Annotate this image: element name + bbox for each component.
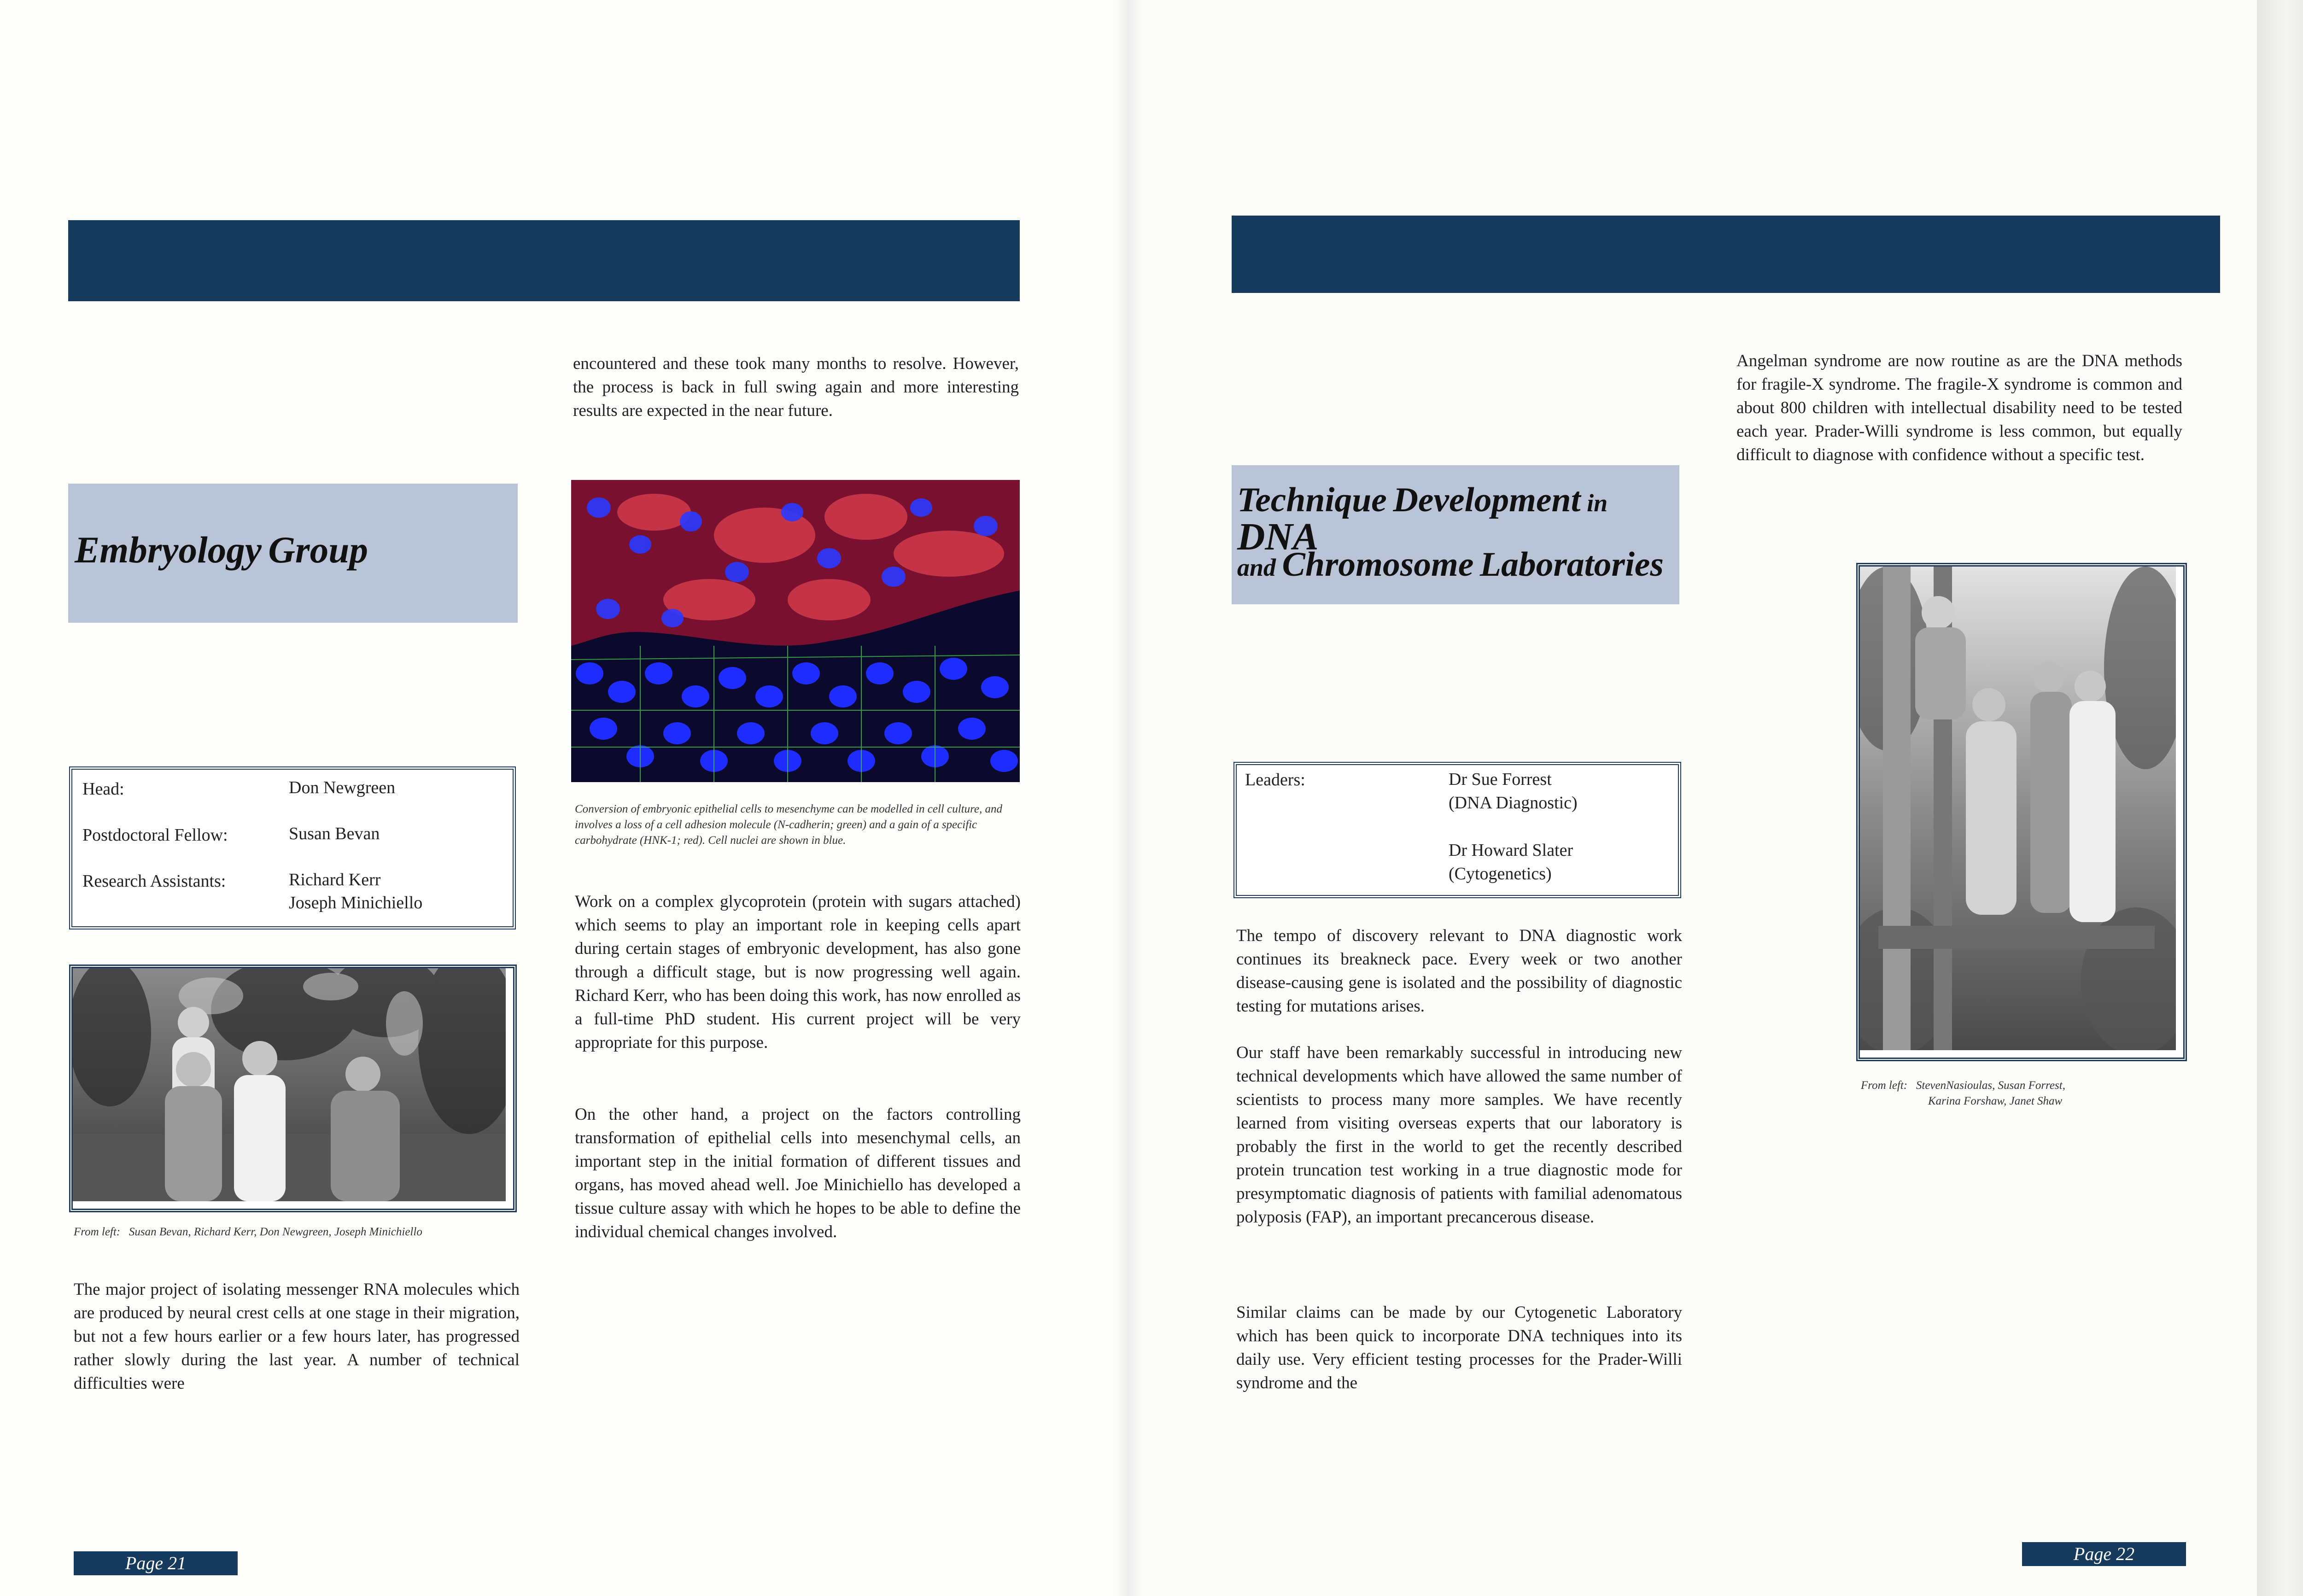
title-word: Development: [1393, 481, 1581, 519]
body-paragraph: Angelman syndrome are now routine as are the DNA methods for fragile-X syndrome. The fragile-X syndrome is common and about 800 children with intellectual disability need to be tested each year. Prader-Willi syndrome is less common, but equally difficult to diagnose with confidence without a specific test.: [1736, 351, 2182, 464]
page-number-tab: Page 22: [2022, 1542, 2186, 1566]
group-photo-caption: [74, 1224, 516, 1240]
group-photo-image: [1860, 567, 2176, 1050]
leader-name: Dr Sue Forrest: [1449, 770, 1552, 789]
staff-role: Head:: [82, 779, 124, 799]
title-word: DNA: [1237, 515, 1319, 558]
header-band: [68, 220, 1020, 301]
caption-prefix: From left:: [1861, 1079, 1908, 1092]
title-word: Chromosome: [1282, 545, 1474, 584]
book-gutter: [1115, 0, 1142, 1596]
caption-prefix: From left:: [74, 1226, 121, 1238]
staff-role: Research Assistants:: [82, 871, 226, 891]
staff-row: [82, 825, 503, 848]
section-title: [75, 529, 368, 571]
body-paragraph: The major project of isolating messenger RNA molecules which are produced by neural crest cells at one stage in their migration, but not a few hours earlier or a few hours later, has progressed rather slowly during the last year. A number of technical difficulties were: [74, 1280, 520, 1393]
caption-names: StevenNasioulas, Susan Forrest,: [1916, 1079, 2065, 1092]
body-paragraph: Work on a complex glycoprotein (protein with sugars attached) which seems to play an important role in keeping cells apart during certain stages of embryonic development, has also gone through a difficult stage, but is now progressing well again. Richard Kerr, who has been doing this work, has now enrolled as a full-time PhD student. His current project will be very appropriate for this purpose.: [575, 892, 1021, 1052]
staff-name: Joseph Minichiello: [289, 893, 423, 912]
staff-row: [82, 871, 503, 917]
micrograph-image: [571, 480, 1020, 782]
section-title: [1237, 547, 1664, 582]
staff-box: [69, 766, 516, 930]
leader-name: Dr Howard Slater: [1449, 841, 1573, 860]
group-photo-image: [73, 968, 506, 1201]
group-photo: [69, 965, 517, 1212]
leader-dept: (Cytogenetics): [1449, 864, 1552, 883]
page-number-tab: Page 21: [74, 1551, 238, 1575]
title-word: and: [1237, 554, 1276, 581]
body-paragraph: Similar claims can be made by our Cytogenetic Laboratory which has been quick to incorporate DNA techniques into its daily use. Very efficient testing processes for the Prader-Willi syndrome and the: [1236, 1303, 1682, 1392]
leader-dept: (DNA Diagnostic): [1449, 793, 1578, 813]
staff-name: Don Newgreen: [289, 778, 396, 797]
title-word: in: [1587, 489, 1608, 517]
section-title-box: [68, 484, 518, 623]
title-word: Technique: [1237, 481, 1387, 519]
body-paragraph: encountered and these took many months to resolve. However, the process is back in full swing again and more interesting results are expected in the near future.: [573, 354, 1019, 420]
staff-role: Postdoctoral Fellow:: [82, 825, 228, 845]
staff-name: Richard Kerr: [289, 870, 381, 889]
page-edge: [2257, 0, 2303, 1596]
body-paragraph: Our staff have been remarkably successful in introducing new technical developments which have allowed the same number of scientists to process many more samples. We have recently learned from visiting overseas experts that our laboratory is probably the first in the world to get the recently described protein truncation test working in a true diagnostic mode for presymptomatic diagnosis of patients with familial adenomatous polyposis (FAP), an important precancerous disease.: [1236, 1043, 1682, 1227]
staff-name: Susan Bevan: [289, 824, 380, 843]
micrograph: [571, 480, 1020, 782]
left-page: [0, 0, 1124, 1596]
caption-names: Susan Bevan, Richard Kerr, Don Newgreen, Joseph Minichiello: [129, 1226, 422, 1238]
group-photo: [1856, 563, 2187, 1061]
leaders-label: Leaders:: [1245, 770, 1305, 789]
section-title-box: [1232, 465, 1679, 604]
leaders-box: [1233, 762, 1681, 898]
caption-names: Karina Forshaw, Janet Shaw: [1928, 1095, 2063, 1107]
group-photo-caption: [1861, 1078, 2229, 1109]
title-word: Embryology: [75, 529, 262, 571]
right-page: [1124, 0, 2275, 1596]
title-word: Group: [268, 529, 368, 571]
staff-row: [82, 779, 503, 802]
body-paragraph: On the other hand, a project on the factors controlling transformation of epithelial cells into mesenchymal cells, an important step in the initial formation of different tissues and organs, has moved ahead well. Joe Minichiello has developed a tissue culture assay with which he hopes to be able to define the individual chemical changes involved.: [575, 1105, 1021, 1241]
body-paragraph: The tempo of discovery relevant to DNA diagnostic work continues its breakneck pace. Every week or two another disease-causing gene is isolated and the possibility of diagnostic testing for mutations arises.: [1236, 926, 1682, 1016]
leaders-list: [1449, 768, 1578, 886]
header-band: [1232, 216, 2220, 293]
title-word: Laboratories: [1479, 545, 1664, 584]
micrograph-caption: Conversion of embryonic epithelial cells to mesenchyme can be modelled in cell culture, and involves a loss of a cell adhesion molecule (N-cadherin; green) and a gain of a specific carbohydrate (HNK-1; red). Cell nuclei are shown in blue.: [575, 803, 1002, 847]
